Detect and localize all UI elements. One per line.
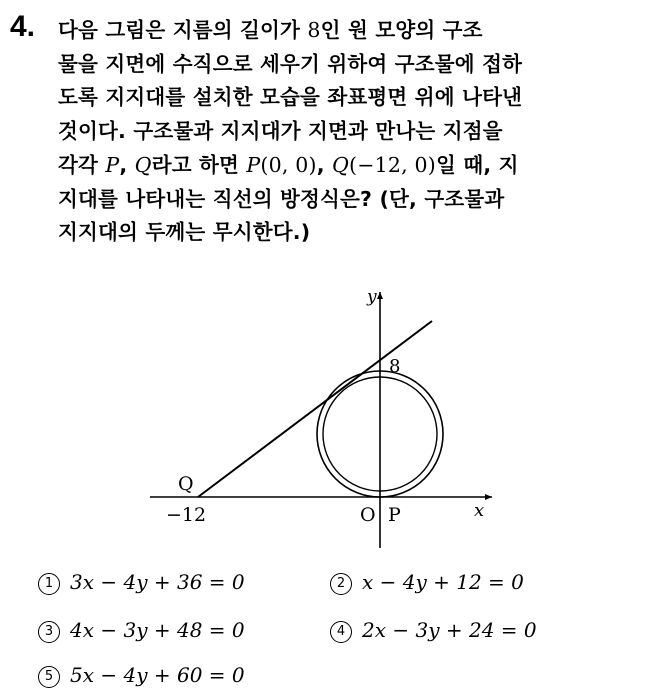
choice-number: 1 xyxy=(38,573,60,595)
question-text-run: 각각 xyxy=(58,152,106,177)
question-text-run: P xyxy=(105,152,120,177)
label-p: P xyxy=(388,504,401,526)
choice-number: 2 xyxy=(330,573,352,595)
question-text-run: 8 xyxy=(307,18,321,42)
label-q-coord: −12 xyxy=(166,504,207,526)
question-text-run: , xyxy=(316,152,333,177)
question-text-run: 인 원 모양의 구조 xyxy=(320,18,483,42)
support-line xyxy=(198,321,432,497)
question-text-run: 라고 하면 xyxy=(151,152,247,177)
choice-equation: 2x − 3y + 24 = 0 xyxy=(362,618,537,642)
choice-equation: 3x − 4y + 36 = 0 xyxy=(70,570,245,594)
choice-equation: 5x − 4y + 60 = 0 xyxy=(70,663,245,687)
label-eight: 8 xyxy=(389,356,401,377)
question-text-run: 물을 지면에 수직으로 세우기 위하여 구조물에 접하 xyxy=(58,51,523,76)
question-text-run: 것이다. 구조물과 지지대가 지면과 만나는 지점을 xyxy=(58,119,503,144)
question-text-run: 지지대의 두께는 무시한다.) xyxy=(58,220,311,245)
choice-3[interactable] xyxy=(38,617,245,643)
choice-equation: x − 4y + 12 = 0 xyxy=(362,570,524,594)
choice-number: 5 xyxy=(38,666,60,688)
question-text-run: 도록 지지대를 설치한 모습을 좌표평면 위에 나타낸 xyxy=(58,85,523,110)
choice-1[interactable] xyxy=(38,569,245,595)
choice-number: 3 xyxy=(38,621,60,643)
choice-5[interactable] xyxy=(38,662,245,688)
question-text-run: Q xyxy=(134,152,152,177)
choice-number: 4 xyxy=(330,621,352,643)
label-q: Q xyxy=(178,473,194,495)
question-text-run: P xyxy=(246,152,261,177)
question-text-run: 지대를 나타내는 직선의 방정식은? (단, 구조물과 xyxy=(58,186,505,211)
question-text-run: (0, 0) xyxy=(260,152,317,177)
question-text-run: , xyxy=(119,152,135,177)
question-text-run: Q xyxy=(332,152,350,177)
choice-4[interactable] xyxy=(330,617,537,643)
choice-equation: 4x − 3y + 48 = 0 xyxy=(70,618,245,642)
x-axis-label: x xyxy=(474,500,485,521)
question-number: 4. xyxy=(10,10,36,43)
y-axis-label: y xyxy=(367,287,377,307)
question-text-run: 다음 그림은 지름의 길이가 xyxy=(58,18,308,42)
question-text-run: 일 때, 지 xyxy=(435,152,519,177)
choice-2[interactable] xyxy=(330,569,524,595)
label-origin: O xyxy=(360,504,376,526)
question-text-run: (−12, 0) xyxy=(349,152,436,177)
